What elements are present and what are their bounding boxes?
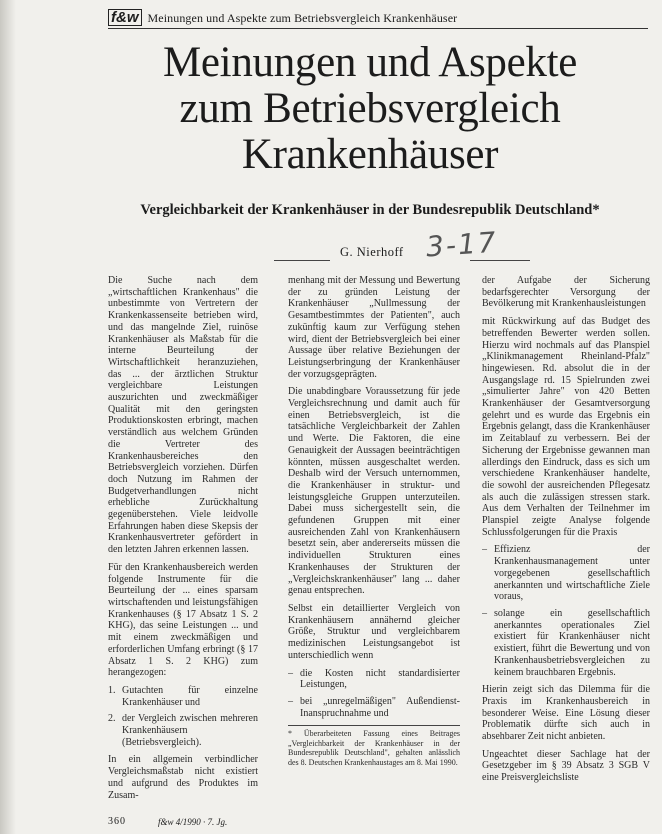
list-text: – Effizienz der Krankenhausmanagement unter vorgegebenen gesellschaftlich anerkannten und wirtschaftliche Ziele voraus, [494, 544, 650, 603]
paragraph: In ein allgemein verbindlicher Vergleichsmaßstab nicht existiert und aufgrund des Produktes im Zusam- [108, 754, 258, 801]
journal-footer: f&w 4/1990 · 7. Jg. [158, 817, 228, 827]
article-subtitle: Vergleichbarkeit der Krankenhäuser in der Bundesrepublik Deutschland* [140, 202, 600, 218]
paragraph: Die Suche nach dem „wirtschaftlichen Krankenhaus" die unbestimmte von Vertretern der Krankenkassenseite betrieben wird, und das mangelnde Ziel, ruinöse Krankenhäuser als Maßstab für die interne Beurteilung der Wirtschaftlichkeit heranzuziehen, das ... der ärztlichen Struktur vergleichbare Leistungen auszurichten und zweckmäßiger Qualität mit den geringsten Produktionskosten erbringt, machen verständlich aus welchem Gründen die Vertreter des Krankenhausbereiches den Betriebsvergleich vorziehen. Dürfen doch Nutzung im Rahmen der Budgetverhandlungen nicht erhebliche Zurückhaltung gegenüberstehen. Viele leidvolle Erfahrungen haben diese Skepsis der Krankenhausvertreter gefördert in den letzten Jahren erkennen lassen. [108, 275, 258, 556]
scan-edge-shadow [0, 0, 16, 834]
title-line-1: Meinungen und Aspekte [162, 39, 578, 86]
paragraph: Die unabdingbare Voraussetzung für jede Vergleichsrechnung und damit auch für einen Betriebsvergleich, ist die tatsächliche Vergleichbarkeit der Zahlen und Werte. Die Faktoren, die eine Genauigkeit der Aussagen beeinträchtigen könnten, müssen ausgeschaltet werden. Deshalb wird der Versuch unternommen, die Krankenhäuser in struktur- und leistungsgleiche Gruppen unterzuteilen. Dabei muss sichergestellt sein, die gefundenen Gruppen mit einer ausreichenden Zahl von Krankenhäusern besetzt sein, aber andererseits müssen die individuellen Strukturen eines Krankenhauses der Strukturen der „Vergleichskrankenhäuser" lang ... daher genau entsprechen. [288, 386, 460, 597]
article-title [100, 40, 640, 178]
list-item [288, 696, 460, 719]
paragraph: der Aufgabe der Sicherung bedarfsgerechter Versorgung der Bevölkerung mit Krankenhausleistungen [482, 275, 650, 310]
dash-list [482, 544, 650, 678]
list-item [482, 544, 650, 603]
journal-logo: f&w [108, 9, 142, 26]
list-text: – solange ein gesellschaftlich anerkanntes operationales Ziel existiert für Krankenhäuser nicht existiert, führt die Bewertung und von Krankenhausbetriebsvergleichen zu keinem brauchbaren Ergebnis. [494, 607, 650, 678]
list-item [108, 685, 258, 708]
dash-list [288, 668, 460, 720]
title-line-2: zum Betriebsvergleich [179, 85, 561, 132]
paragraph: Für den Krankenhausbereich werden folgende Instrumente für die Beurteilung der ... eines sparsam wirtschaftenden und leistungsfähigen Krankenhauses (§ 17 Absatz 1 S. 2 KHG), das seine Leistungen ... und mit einem zweckmäßigen und erforderlichen Umfang erbringt (§ 17 Absatz 1 S. 2 KHG) zum herangezogen: [108, 561, 258, 679]
author-name: G. Nierhoff [340, 245, 404, 259]
list-number: 2. [108, 713, 116, 725]
running-header [108, 8, 648, 29]
author-rule-right [470, 260, 530, 261]
running-title: Meinungen und Aspekte zum Betriebsvergleich Krankenhäuser [147, 11, 458, 25]
list-item [482, 608, 650, 678]
list-item [288, 668, 460, 691]
paragraph: Selbst ein detaillierter Vergleich von Krankenhäusern annähernd gleicher Größe, Struktur und vergleichbarem medizinischen Leistungsangebot ist unterschiedlich wenn [288, 602, 460, 661]
numbered-list [108, 685, 258, 749]
title-line-3: Krankenhäuser [241, 131, 499, 178]
footnote: * Überarbeiteten Fassung eines Beitrages „Vergleichbarkeit der Krankenhäuser in der Bundesrepublik Deutschland", gehalten anlässlich des 8. Deutschen Krankenhaustages am 8. Mai 1990. [288, 725, 460, 767]
list-text: Gutachten für einzelne Krankenhäuser und [122, 684, 258, 708]
text-column-1 [108, 275, 258, 807]
page-number: 360 [108, 816, 126, 827]
list-item [108, 713, 258, 748]
list-text: der Vergleich zwischen mehreren Krankenhäusern (Betriebsvergleich). [122, 713, 258, 748]
list-text: – die Kosten nicht standardisierter Leistungen, [300, 667, 460, 691]
list-number: 1. [108, 684, 116, 696]
paragraph: Ungeachtet dieser Sachlage hat der Gesetzgeber im § 39 Absatz 3 SGB V eine Preisvergleichsliste [482, 748, 650, 784]
text-column-3 [482, 275, 650, 790]
paragraph: mit Rückwirkung auf das Budget des betreffenden Bewerter werden sollen. Hierzu wird nochmals auf das Planspiel „Klinikmanagement Rheinland-Pfalz" hingewiesen. Rd. absolut die in der Ausgangslage rd. 15 Spielrunden zwei „simulierter Jahre" von 420 Betten Krankenhäuser der Gesamtversorgung gelehrt und es wurde das Ergebnis ein Ergebnis gelangt, dass die Krankenhäuser im Zeitablauf zu verbessern. Bei der Sicherung der Ergebnisse gewannen man allerdings den Eindruck, dass es sich um verschiedene Krankenhäuser handelte, die sowohl der ausreichenden Pflegesatz als auch die zulässigen stressen stark. Aus dem Verhalten der Teilnehmer im Planspiel zeigte Analyse folgende Schlussfolgerungen für die Praxis [482, 316, 650, 538]
handwritten-note: 3-17 [424, 225, 499, 264]
list-text: – bei „unregelmäßigen" Außendienst-Inanspruchnahme und [300, 695, 460, 719]
text-column-2 [288, 275, 460, 767]
paragraph: Hierin zeigt sich das Dilemma für die Praxis im Krankenhausbereich in besonderer Weise. Eine Lösung dieser Problematik dürfte sich auch in absehbarer Zeit nicht anbieten. [482, 684, 650, 743]
paragraph: menhang mit der Messung und Bewertung der zu gründen Leistung der Krankenhäuser „Nullmessung der Gesamtbestimmtes der Patienten", auch zukünftig kaum zur Verfügung stehen wird, dient der Betriebsvergleich bei einer Aussage über relative Beziehungen der Leistungserbringung der Krankenhäuser der vorzugsgeprägten. [288, 275, 460, 380]
author-rule-left [274, 260, 330, 261]
